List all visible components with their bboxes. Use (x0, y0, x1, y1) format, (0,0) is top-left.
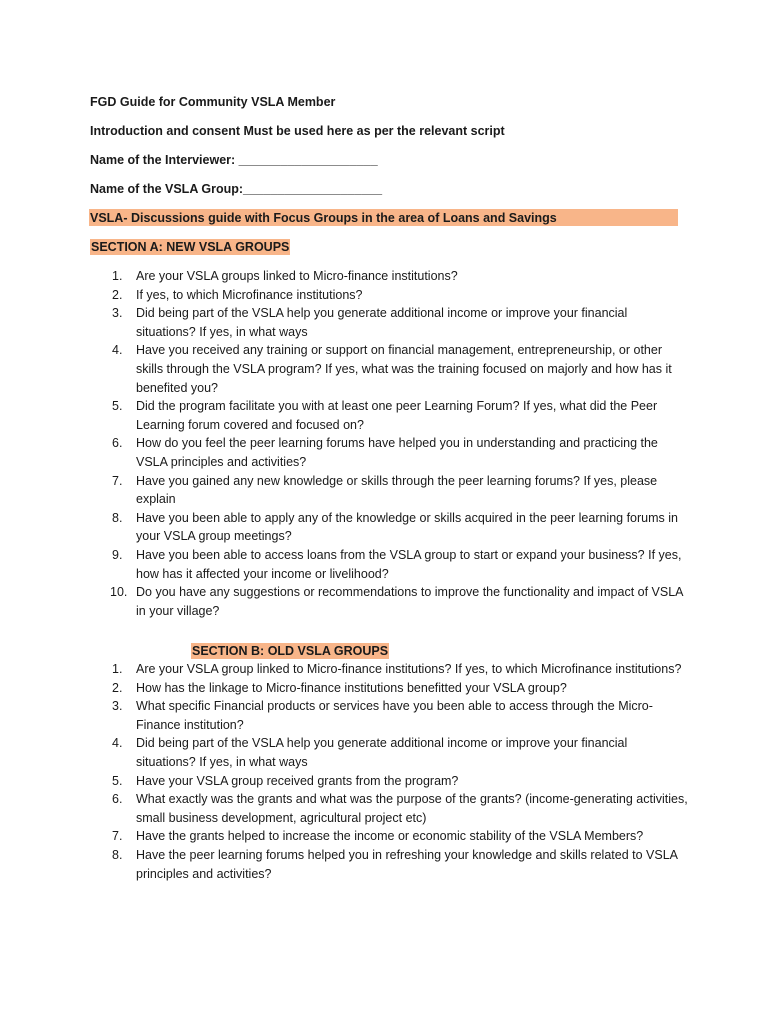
section-b-heading-text: SECTION B: OLD VSLA GROUPS (192, 644, 389, 658)
question-item (90, 583, 690, 620)
question-text: Did being part of the VSLA help you generate additional income or improve your financial situations? If yes, in what ways (136, 306, 628, 339)
question-item (90, 827, 690, 846)
question-item (90, 660, 690, 679)
question-text: Have you been able to apply any of the knowledge or skills acquired in the peer learning forums in your VSLA group meetings? (136, 510, 678, 544)
question-text: Are your VSLA groups linked to Micro-finance institutions? (136, 269, 458, 283)
question-text: How do you feel the peer learning forums have helped you in understanding and practicing the VSLA principles and activities? (136, 436, 658, 469)
question-number: 1. (112, 269, 123, 283)
question-number: 8. (112, 510, 123, 525)
question-text: Have your VSLA group received grants from the program? (136, 773, 459, 788)
document-title: FGD Guide for Community VSLA Member (90, 95, 336, 109)
question-item (90, 509, 690, 546)
question-text: Did the program facilitate you with at least one peer Learning Forum? If yes, what did the Peer Learning forum covered and focused on? (136, 399, 658, 432)
question-number: 2. (112, 287, 123, 302)
question-text: What specific Financial products or services have you been able to access through the Micro-Finance institution? (136, 699, 653, 732)
question-item (90, 267, 690, 286)
question-number: 5. (112, 399, 123, 414)
question-text: Have the peer learning forums helped you in refreshing your knowledge and skills related to VSLA principles and activities? (136, 847, 678, 881)
question-text: Have you received any training or support on financial management, entrepreneurship, or other skills through the VSLA program? If yes, what was the training focused on majorly and how has it benefited you? (136, 343, 672, 395)
intro-consent-line: Introduction and consent Must be used here as per the relevant script (90, 124, 505, 138)
question-item (90, 397, 690, 434)
section-a-question-list (90, 267, 690, 620)
question-number: 2. (112, 680, 123, 695)
question-number: 9. (112, 547, 123, 562)
discussion-guide-heading: VSLA- Discussions guide with Focus Groups in the area of Loans and Savings (90, 211, 557, 225)
question-number: 10. (110, 585, 128, 600)
section-b-heading (191, 643, 389, 659)
question-item (90, 304, 690, 341)
question-text: How has the linkage to Micro-finance institutions benefitted your VSLA group? (136, 680, 567, 695)
question-number: 1. (112, 662, 123, 676)
section-a-heading-text: SECTION A: NEW VSLA GROUPS (91, 240, 290, 254)
question-number: 7. (112, 829, 123, 844)
question-text: Are your VSLA group linked to Micro-finance institutions? If yes, to which Microfinance institutions? (136, 662, 682, 676)
question-number: 3. (112, 306, 123, 321)
question-item (90, 341, 690, 397)
section-b-question-list (90, 660, 690, 883)
question-item (90, 697, 690, 734)
question-text: Have you been able to access loans from the VSLA group to start or expand your business? If yes, how has it affected your income or livelihood? (136, 547, 682, 581)
question-item (90, 434, 690, 471)
question-text: Did being part of the VSLA help you generate additional income or improve your financial situations? If yes, in what ways (136, 736, 628, 769)
question-number: 5. (112, 773, 123, 788)
question-item (90, 846, 690, 883)
question-number: 4. (112, 736, 123, 751)
vsla-group-name-line: Name of the VSLA Group:____________________ (90, 182, 383, 196)
question-item (90, 546, 690, 583)
question-number: 8. (112, 847, 123, 862)
section-a-heading (90, 239, 290, 255)
question-text: What exactly was the grants and what was the purpose of the grants? (income-generating activities, small business development, agricultural project etc) (136, 792, 688, 825)
question-item (90, 734, 690, 771)
question-number: 4. (112, 343, 123, 358)
question-item (90, 772, 690, 791)
question-number: 6. (112, 792, 123, 807)
question-item (90, 286, 690, 305)
question-number: 6. (112, 436, 123, 451)
question-text: Have you gained any new knowledge or skills through the peer learning forums? If yes, please explain (136, 473, 658, 507)
question-number: 7. (112, 473, 123, 488)
interviewer-name-line: Name of the Interviewer: ____________________ (90, 153, 378, 167)
question-number: 3. (112, 699, 123, 714)
question-text: Have the grants helped to increase the income or economic stability of the VSLA Members? (136, 829, 644, 844)
question-text: Do you have any suggestions or recommendations to improve the functionality and impact of VSLA in your village? (136, 585, 683, 618)
question-text: If yes, to which Microfinance institutions? (136, 287, 363, 302)
question-item (90, 679, 690, 698)
question-item (90, 790, 690, 827)
question-item (90, 472, 690, 509)
